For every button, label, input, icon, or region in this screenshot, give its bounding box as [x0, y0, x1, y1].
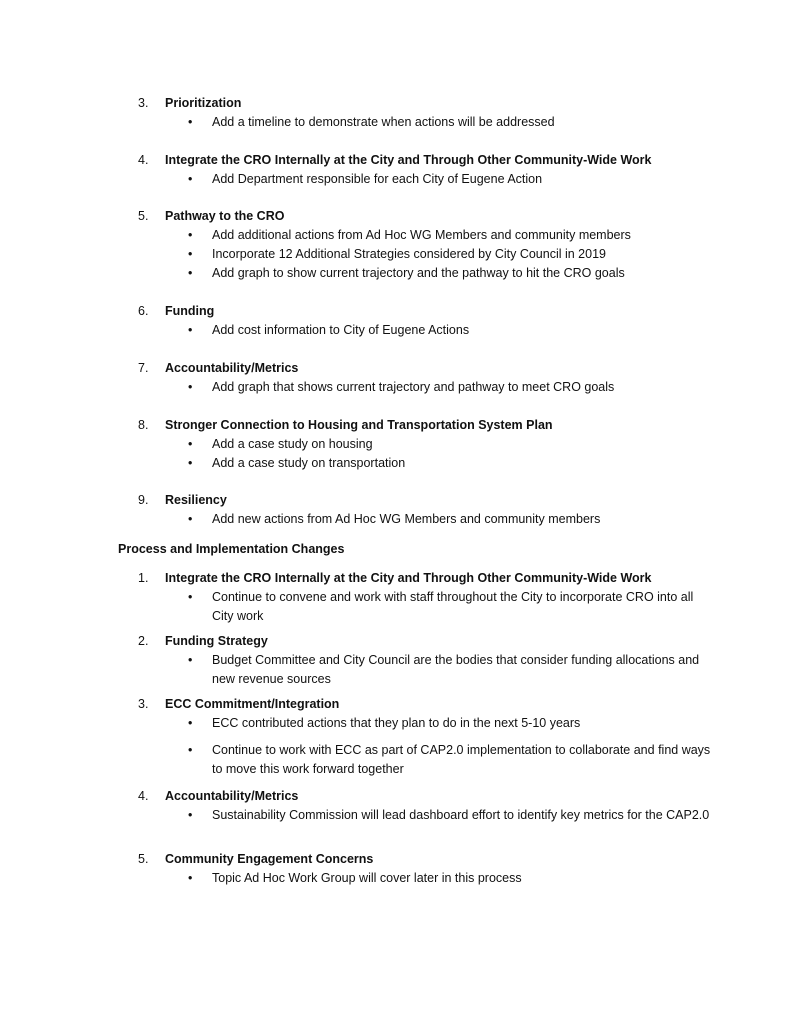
item-number: 3. — [138, 96, 149, 110]
bullet-marker: • — [188, 172, 193, 186]
item-heading: Accountability/Metrics — [165, 361, 299, 375]
bullet-text: Add a timeline to demonstrate when actions will be addressed — [212, 115, 555, 129]
bullet-marker: • — [188, 247, 193, 261]
bullet-marker: • — [188, 871, 193, 885]
item-heading: Integrate the CRO Internally at the City and Through Other Community-Wide Work — [165, 153, 652, 167]
bullet-text: Add a case study on transportation — [212, 456, 406, 470]
bullet-text: Sustainability Commission will lead dashboard effort to identify key metrics for the CAP2.0 — [212, 808, 710, 822]
item-number: 9. — [138, 493, 149, 507]
bullet-marker: • — [188, 743, 193, 757]
item-heading: Community Engagement Concerns — [165, 852, 374, 866]
bullet-text: Add Department responsible for each City of Eugene Action — [212, 172, 543, 186]
bullet-marker: • — [188, 456, 193, 470]
item-heading: Prioritization — [165, 96, 242, 110]
bullet-marker: • — [188, 653, 193, 667]
section-heading: Process and Implementation Changes — [118, 542, 345, 556]
bullet-marker: • — [188, 590, 193, 604]
item-number: 4. — [138, 153, 149, 167]
item-heading: Funding — [165, 304, 215, 318]
bullet-marker: • — [188, 716, 193, 730]
bullet-text: Add a case study on housing — [212, 437, 373, 451]
item-heading: Integrate the CRO Internally at the City and Through Other Community-Wide Work — [165, 571, 652, 585]
bullet-text: ECC contributed actions that they plan to do in the next 5-10 years — [212, 716, 581, 730]
item-heading: Stronger Connection to Housing and Transportation System Plan — [165, 418, 553, 432]
bullet-marker: • — [188, 380, 193, 394]
bullet-text: Add cost information to City of Eugene Actions — [212, 323, 470, 337]
bullet-text: Budget Committee and City Council are the bodies that consider funding allocations and new revenue sources — [212, 653, 700, 686]
bullet-text: Incorporate 12 Additional Strategies considered by City Council in 2019 — [212, 247, 606, 261]
item-number: 8. — [138, 418, 149, 432]
bullet-text: Add additional actions from Ad Hoc WG Members and community members — [212, 228, 631, 242]
bullet-text: Add graph to show current trajectory and the pathway to hit the CRO goals — [212, 266, 625, 280]
bullet-marker: • — [188, 266, 193, 280]
bullet-marker: • — [188, 228, 193, 242]
bullet-marker: • — [188, 323, 193, 337]
item-heading: Resiliency — [165, 493, 227, 507]
item-number: 5. — [138, 852, 149, 866]
bullet-marker: • — [188, 512, 193, 526]
item-number: 5. — [138, 209, 149, 223]
item-number: 4. — [138, 789, 149, 803]
item-number: 6. — [138, 304, 149, 318]
item-number: 2. — [138, 634, 149, 648]
item-number: 3. — [138, 697, 149, 711]
bullet-marker: • — [188, 437, 193, 451]
bullet-text: Continue to convene and work with staff throughout the City to incorporate CRO into all City work — [212, 590, 694, 623]
bullet-marker: • — [188, 115, 193, 129]
item-heading: Accountability/Metrics — [165, 789, 299, 803]
item-heading: Funding Strategy — [165, 634, 268, 648]
bullet-text: Add graph that shows current trajectory and pathway to meet CRO goals — [212, 380, 615, 394]
item-number: 7. — [138, 361, 149, 375]
bullet-text: Continue to work with ECC as part of CAP2.0 implementation to collaborate and find ways to move this work forward together — [212, 743, 711, 776]
item-heading: Pathway to the CRO — [165, 209, 285, 223]
bullet-marker: • — [188, 808, 193, 822]
bullet-text: Add new actions from Ad Hoc WG Members and community members — [212, 512, 601, 526]
bullet-text: Topic Ad Hoc Work Group will cover later in this process — [212, 871, 522, 885]
item-heading: ECC Commitment/Integration — [165, 697, 340, 711]
item-number: 1. — [138, 571, 149, 585]
